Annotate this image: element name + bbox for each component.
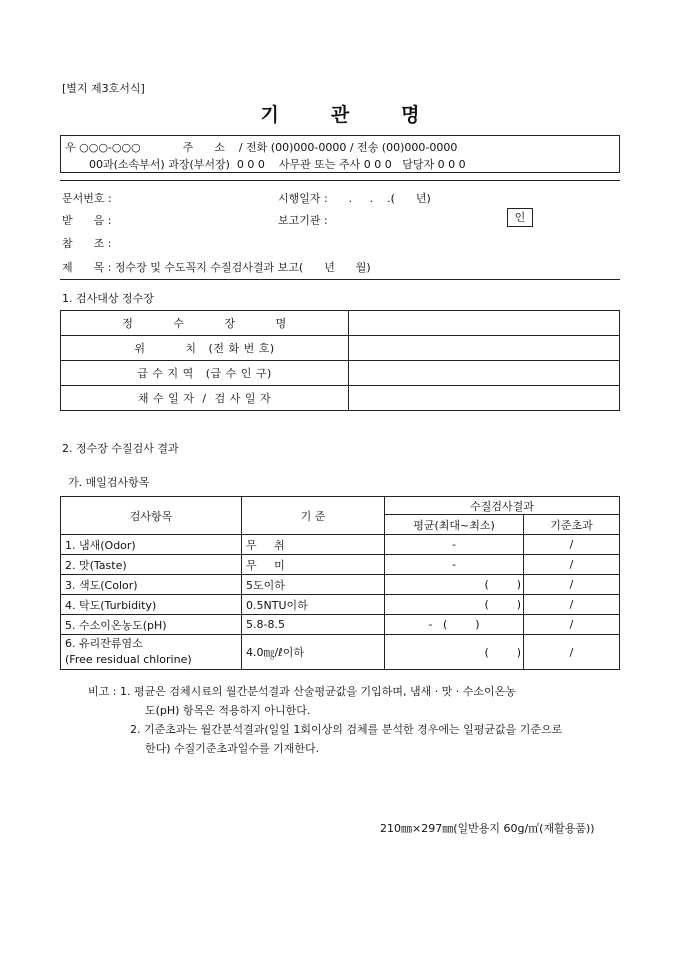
plant-name-label: 정 수 장 명 (61, 311, 349, 336)
average-cell: - ( ) (385, 615, 524, 635)
table-row (61, 361, 620, 386)
note-1-line1: 비고 : 1. 평균은 검체시료의 월간분석결과 산술평균값을 기입하며, 냄새 · 맛 · 수소이온농 (88, 685, 516, 698)
report-org-label: 보고기관 : (278, 214, 328, 227)
subject-label: 제 목 : 정수장 및 수도꼭지 수질검사결과 보고( 년 월) (62, 261, 371, 274)
standard-cell: 5.8-8.5 (242, 615, 385, 635)
issue-date-label: 시행일자 : . . .( 년) (278, 192, 431, 205)
item-cell: 1. 냄새(Odor) (61, 535, 242, 555)
daily-test-table (60, 496, 620, 670)
note-2-line2: 한다) 수질기준초과일수를 기재한다. (145, 742, 320, 755)
note-1-line2: 도(pH) 항목은 적용하지 아니한다. (145, 704, 311, 717)
standard-cell: 4.0㎎/ℓ이하 (242, 635, 385, 670)
exceed-cell: / (524, 635, 620, 670)
sample-date-value (349, 386, 620, 411)
item-cell: 4. 탁도(Turbidity) (61, 595, 242, 615)
item-cell: 2. 맛(Taste) (61, 555, 242, 575)
plant-name-value (349, 311, 620, 336)
form-number: [별지 제3호서식] (62, 82, 145, 95)
standard-cell: 무 미 (242, 555, 385, 575)
sample-date-label: 채 수 일 자 / 검 사 일 자 (61, 386, 349, 411)
table-row (61, 311, 620, 336)
header-standard: 기 준 (242, 497, 385, 535)
item-cell (61, 635, 242, 670)
exceed-cell: / (524, 535, 620, 555)
location-value (349, 336, 620, 361)
header-item: 검사항목 (61, 497, 242, 535)
exceed-cell: / (524, 615, 620, 635)
table-row (61, 615, 620, 635)
item-cell: 3. 색도(Color) (61, 575, 242, 595)
header-result: 수질검사결과 (385, 497, 620, 515)
agency-staff-line: 00과(소속부서) 과장(부서장) 0 0 0 사무관 또는 주사 0 0 0 담당자 0 0 0 (89, 158, 466, 171)
header-average: 평균(최대~최소) (385, 515, 524, 535)
reference-label: 참 조 : (62, 237, 112, 250)
paper-size-footer: 210㎜×297㎜(일반용지 60g/㎡(재활용품)) (380, 822, 595, 835)
divider (60, 180, 620, 181)
title-char-2: 관 (330, 104, 350, 126)
agency-info-box (60, 135, 620, 173)
section2-title: 2. 정수장 수질검사 결과 (62, 442, 179, 455)
standard-cell: 0.5NTU이하 (242, 595, 385, 615)
table-row (61, 535, 620, 555)
exceed-cell: / (524, 575, 620, 595)
item-cell-line1: 6. 유리잔류염소 (65, 637, 143, 650)
seal-box: 인 (507, 208, 533, 227)
average-cell: ( ) (385, 635, 524, 670)
standard-cell: 5도이하 (242, 575, 385, 595)
page-title (0, 100, 680, 127)
header-exceed: 기준초과 (524, 515, 620, 535)
table-row (61, 635, 620, 670)
section1-title: 1. 검사대상 정수장 (62, 292, 154, 305)
table-row (61, 575, 620, 595)
table-row (61, 595, 620, 615)
exceed-cell: / (524, 595, 620, 615)
average-cell: - (385, 555, 524, 575)
section2-subtitle: 가. 매일검사항목 (68, 476, 150, 489)
supply-area-label: 급 수 지 역 (급 수 인 구) (61, 361, 349, 386)
divider (60, 279, 620, 280)
average-cell: - (385, 535, 524, 555)
title-char-3: 명 (401, 104, 420, 126)
agency-address-line: 우 ○○○-○○○ 주 소 / 전화 (00)000-0000 / 전송 (00)000-0000 (65, 141, 458, 154)
table-row (61, 386, 620, 411)
plant-info-table (60, 310, 620, 411)
title-char-1: 기 (260, 104, 279, 126)
table-header-row (61, 497, 620, 515)
item-cell: 5. 수소이온농도(pH) (61, 615, 242, 635)
location-label: 위 치 (전 화 번 호) (61, 336, 349, 361)
table-row (61, 555, 620, 575)
receiver-label: 받 음 : (62, 214, 112, 227)
average-cell: ( ) (385, 575, 524, 595)
exceed-cell: / (524, 555, 620, 575)
table-row (61, 336, 620, 361)
standard-cell: 무 취 (242, 535, 385, 555)
note-2-line1: 2. 기준초과는 월간분석결과(일일 1회이상의 검체를 분석한 경우에는 일평균값을 기준으로 (130, 723, 563, 736)
supply-area-value (349, 361, 620, 386)
item-cell-line2: (Free residual chlorine) (65, 653, 192, 666)
average-cell: ( ) (385, 595, 524, 615)
doc-number-label: 문서번호 : (62, 192, 112, 205)
